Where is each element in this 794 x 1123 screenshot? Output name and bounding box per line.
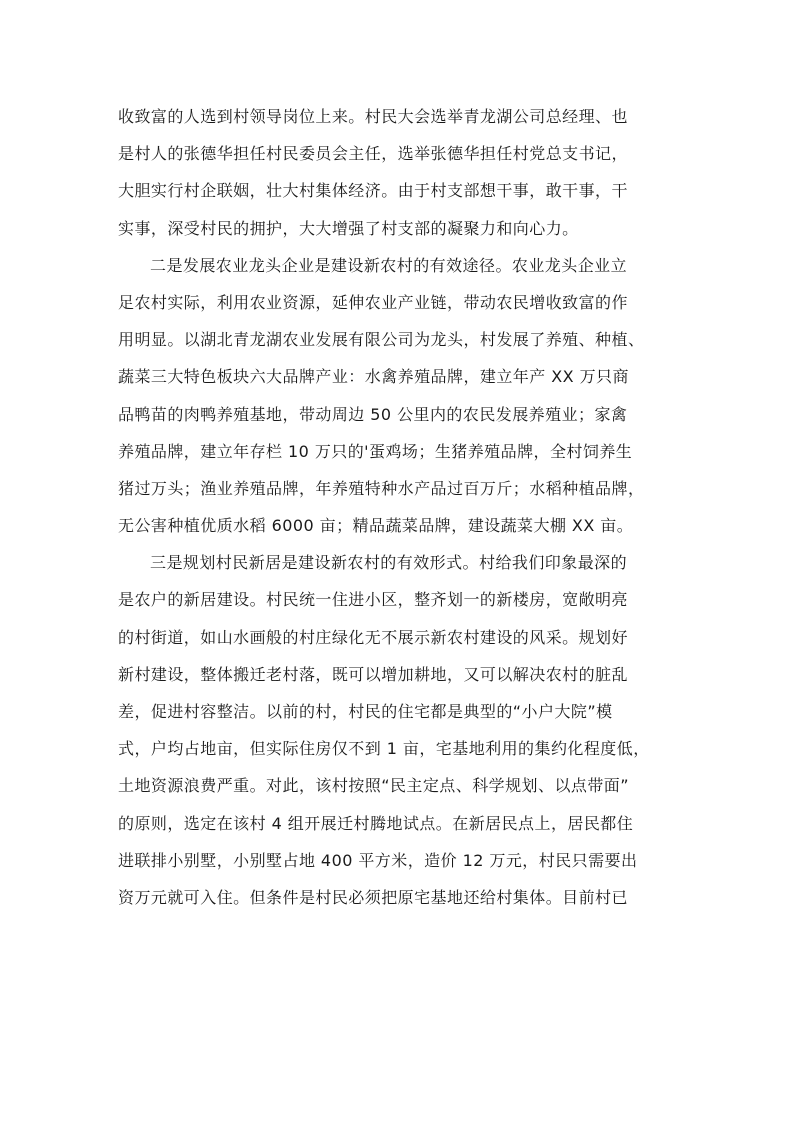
text-line: 足农村实际，利用农业资源，延伸农业产业链，带动农民增收致富的作 [118, 292, 628, 312]
text-line: 蔬菜三大特色板块六大品牌产业：水禽养殖品牌，建立年产 XX 万只商 [118, 367, 629, 387]
text-line: 猪过万头；渔业养殖品牌，年养殖特种水产品过百万斤；水稻种植品牌， [118, 478, 645, 498]
text-line: 是农户的新居建设。村民统一住进小区，整齐划一的新楼房，宽敞明亮 [118, 590, 628, 610]
text-line: 资万元就可入住。但条件是村民必须把原宅基地还给村集体。目前村已 [118, 887, 628, 907]
text-line: 大胆实行村企联姻，壮大村集体经济。由于村支部想干事，敢干事，干 [118, 181, 628, 201]
text-line: 新村建设，整体搬迁老村落，既可以增加耕地，又可以解决农村的脏乱 [118, 664, 628, 684]
text-line: 的原则，选定在该村 4 组开展迁村腾地试点。在新居民点上，居民都住 [118, 813, 634, 833]
text-line: 进联排小别墅，小别墅占地 400 平方米，造价 12 万元，村民只需要出 [118, 850, 638, 870]
text-line: 式，户均占地亩，但实际住房仅不到 1 亩，宅基地利用的集约化程度低， [118, 739, 650, 759]
paragraph-1 [118, 103, 678, 252]
text-line: 二是发展农业龙头企业是建设新农村的有效途径。农业龙头企业立 [150, 255, 628, 275]
text-line: 差，促进村容整洁。以前的村，村民的住宅都是典型的“小户大院”模 [118, 702, 613, 721]
text-line: 用明显。以湖北青龙湖农业发展有限公司为龙头，村发展了养殖、种植、 [118, 330, 645, 350]
text-line: 无公害种植优质水稻 6000 亩；精品蔬菜品牌，建设蔬菜大棚 XX 亩。 [118, 516, 634, 536]
text-line: 养殖品牌，建立年存栏 10 万只的'蛋鸡场；生猪养殖品牌，全村饲养生 [118, 441, 633, 461]
text-line: 土地资源浪费严重。对此，该村按照“民主定点、科学规划、以点带面” [118, 776, 629, 796]
text-line: 是村人的张德华担任村民委员会主任，选举张德华担任村党总支书记， [118, 144, 628, 164]
text-line: 实事，深受村民的拥护，大大增强了村支部的凝聚力和向心力。 [118, 218, 579, 238]
text-line: 三是规划村民新居是建设新农村的有效形式。村给我们印象最深的 [150, 553, 628, 573]
paragraph-3 [118, 549, 678, 921]
paragraph-2 [118, 252, 678, 550]
text-line: 收致富的人选到村领导岗位上来。村民大会选举青龙湖公司总经理、也 [118, 107, 628, 126]
text-line: 品鸭苗的肉鸭养殖基地，带动周边 50 公里内的农民发展养殖业；家禽 [118, 404, 628, 424]
document-body [118, 103, 678, 921]
text-line: 的村街道，如山水画般的村庄绿化无不展示新农村建设的风采。规划好 [118, 627, 628, 647]
